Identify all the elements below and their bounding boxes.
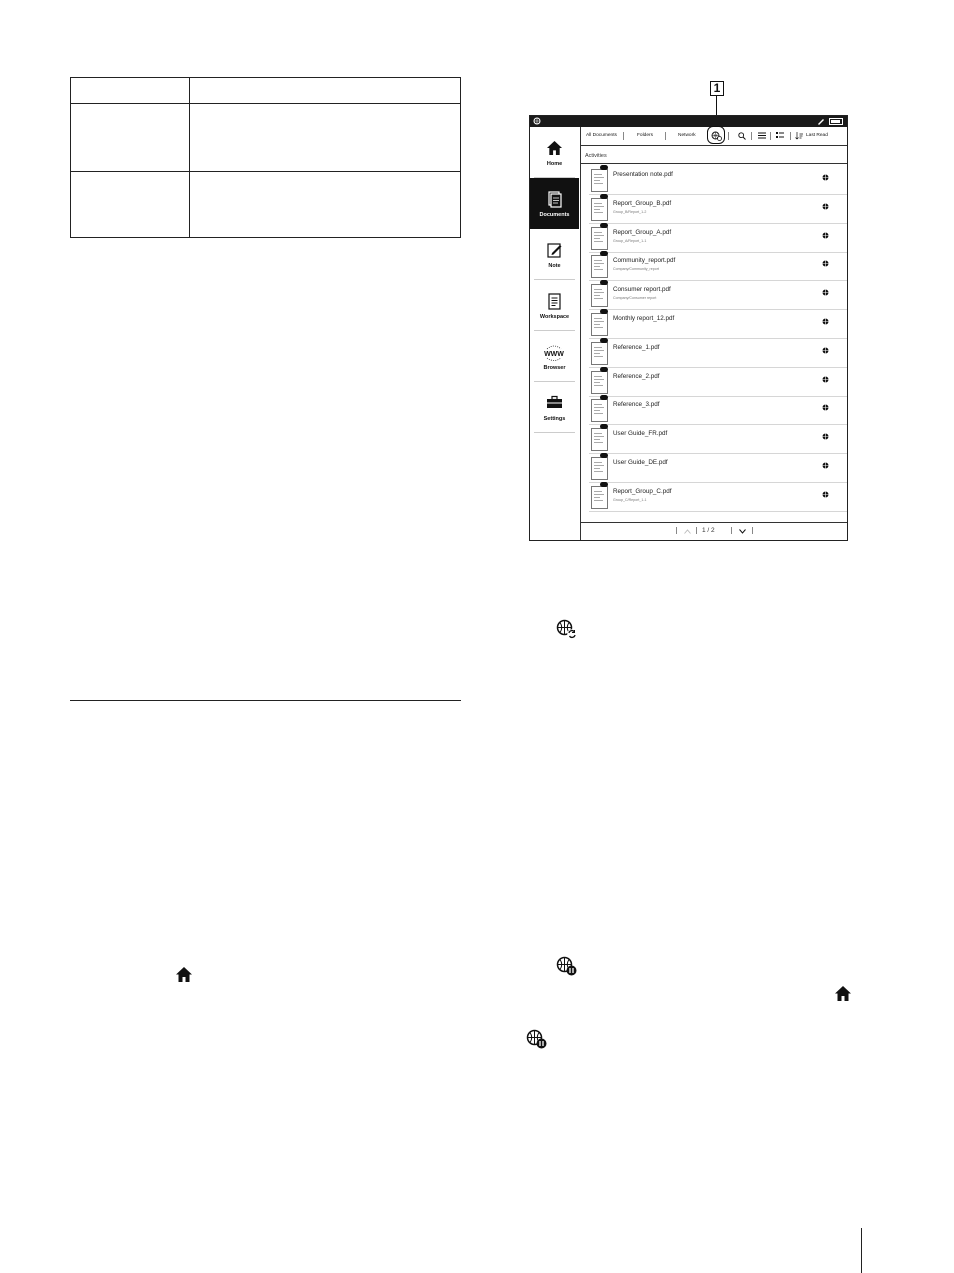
sidebar-item-label: Documents [539,212,570,218]
section-rule [70,700,461,701]
network-document-icon [822,260,829,267]
document-name: Community_report.pdf [613,257,676,265]
new-badge-icon [600,338,608,343]
document-name: Consumer report.pdf [613,286,671,294]
document-thumbnail [591,371,608,394]
list-item[interactable] [589,252,848,281]
network-document-icon [822,232,829,239]
network-document-icon [822,491,829,498]
document-name: User Guide_DE.pdf [613,459,668,466]
section-title: Activities [585,153,607,159]
document-thumbnail [591,428,608,451]
new-badge-icon [600,453,608,458]
network-document-icon [822,376,829,383]
network-document-icon [822,347,829,354]
sidebar-item-documents[interactable] [530,178,579,229]
document-path: Company/Consumer report [613,296,657,301]
new-badge-icon [600,194,608,199]
new-badge-icon [600,482,608,487]
sort-label[interactable]: Last Read [806,133,828,138]
document-path: Company/Community_report [613,267,659,272]
network-document-icon [822,174,829,181]
description-table [70,77,461,238]
table-column-divider [189,78,190,237]
tab-all-documents[interactable]: All Documents [586,133,617,138]
sidebar-item-label: Settings [543,416,566,422]
sort-icon[interactable] [795,132,803,140]
sidebar-item-label: Home [546,161,563,167]
document-thumbnail [591,227,608,250]
network-document-icon [822,462,829,469]
document-thumbnail [591,313,608,336]
sidebar [530,127,581,540]
documents-icon [546,191,563,208]
pen-icon [817,118,825,125]
document-name: Reference_1.pdf [613,343,660,351]
tab-network[interactable]: Network [678,133,696,138]
list-item[interactable] [589,310,848,339]
workspace-icon [546,293,563,310]
toolbox-icon [546,395,563,410]
list-item[interactable] [589,281,848,310]
list-item[interactable] [589,425,848,454]
document-path: Group_C/Report_1-1 [613,497,647,502]
document-name: Monthly report_12.pdf [613,315,675,322]
list-view-icon[interactable] [758,132,766,139]
tab-folders[interactable]: Folders [637,133,653,138]
sidebar-item-workspace[interactable] [530,280,579,331]
network-document-icon [822,203,829,210]
list-item[interactable] [589,195,848,224]
callout-highlight [707,126,725,144]
network-document-icon [822,289,829,296]
document-name: Reference_2.pdf [613,372,660,380]
sidebar-item-home[interactable] [530,127,579,178]
network-sync-icon [556,619,578,640]
table-header-row [71,78,460,104]
new-badge-icon [600,367,608,372]
page-up-icon[interactable] [684,529,691,534]
sidebar-item-settings[interactable] [530,382,579,433]
document-name: Report_Group_A.pdf [613,228,672,236]
document-thumbnail [591,457,608,480]
network-document-icon [822,318,829,325]
page-indicator: 1 / 2 [702,527,715,534]
network-document-icon [822,433,829,440]
table-row [71,103,460,172]
list-item[interactable] [589,224,848,253]
sidebar-item-label: Workspace [539,314,570,320]
battery-icon [829,118,843,125]
sync-status-icon [533,117,542,126]
document-thumbnail [591,284,608,307]
home-icon [175,966,193,983]
list-item[interactable] [589,396,848,425]
network-document-icon [822,404,829,411]
new-badge-icon [600,424,608,429]
page-down-icon[interactable] [739,529,746,534]
home-icon [546,140,563,156]
sidebar-item-browser[interactable] [530,331,579,382]
document-thumbnail [591,198,608,221]
document-name: Presentation note.pdf [613,171,673,178]
note-icon [546,242,563,259]
home-icon [834,985,852,1002]
list-item[interactable] [589,454,848,483]
document-name: Report_Group_C.pdf [613,487,672,495]
www-icon [544,344,564,361]
new-badge-icon [600,223,608,228]
svg-text:WWW: WWW [544,351,564,358]
sidebar-item-note[interactable] [530,229,579,280]
document-name: Reference_3.pdf [613,401,660,409]
document-path: Group_A/Report_1-1 [613,238,647,243]
document-path: Group_B/Report_1-2 [613,209,647,214]
network-pause-icon [556,956,578,977]
document-thumbnail [591,169,608,192]
document-thumbnail [591,255,608,278]
status-bar [530,116,847,127]
page-edge-marker [861,1228,862,1273]
list-item[interactable] [589,166,848,195]
document-name: Report_Group_B.pdf [613,199,672,207]
network-pause-icon [526,1029,548,1050]
sidebar-item-label: Browser [543,365,566,371]
callout-number: 1 [710,81,724,96]
document-thumbnail [591,342,608,365]
device-screenshot [529,115,848,541]
list-item[interactable] [589,368,848,397]
document-name: User Guide_FR.pdf [613,430,668,438]
document-thumbnail [591,486,608,509]
new-badge-icon [600,280,608,285]
list-item[interactable] [589,339,848,368]
list-item[interactable] [589,483,848,512]
new-badge-icon [600,165,608,170]
table-row [71,171,460,238]
search-icon[interactable] [738,132,746,140]
new-badge-icon [600,309,608,314]
sidebar-item-label: Note [548,263,561,269]
detail-view-icon[interactable] [776,132,784,139]
document-thumbnail [591,399,608,422]
